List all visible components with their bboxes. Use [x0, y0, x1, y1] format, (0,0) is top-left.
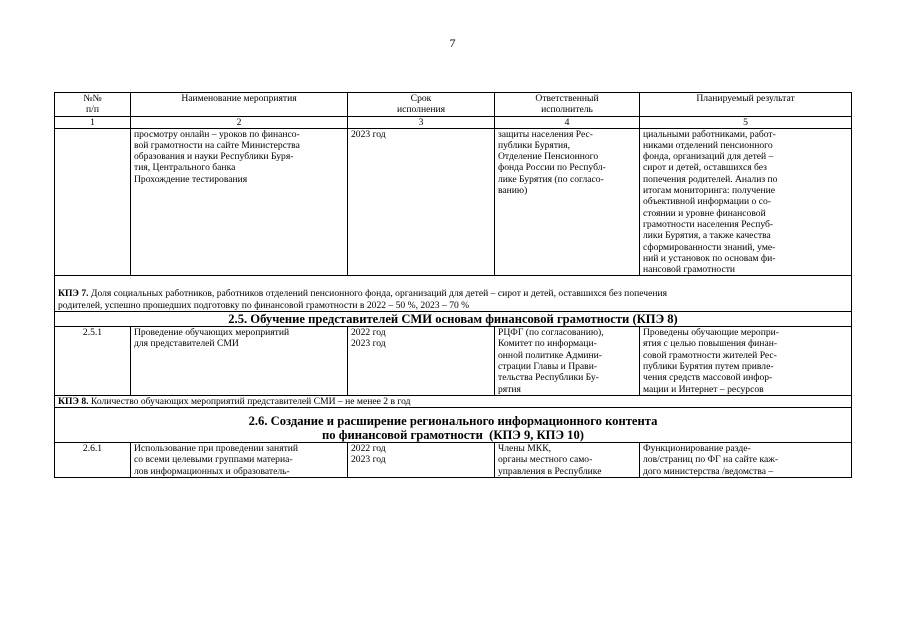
kpe-row	[55, 395, 852, 407]
column-number: 5	[640, 116, 852, 128]
table-row	[55, 128, 852, 276]
result-cell: Проведены обучающие меропри- ятия с целью повышения финан- совой грамотности жителей Рес- публики Бурятия путем привле- чения средств массовой инфор- мации и Интернет – ресурсов	[640, 327, 852, 396]
section-2-5-title: 2.5. Обучение представителей СМИ основам финансовой грамотности (КПЭ 8)	[55, 312, 852, 327]
table-header-row	[55, 93, 852, 117]
header-num-line1: №№	[83, 93, 102, 104]
executor-cell: Члены МКК, органы местного само- управления в Республике	[495, 443, 640, 478]
event-name-cell: Использование при проведении занятий со всеми целевыми группами материа- лов информационных и образователь-	[131, 443, 348, 478]
header-executor	[495, 93, 640, 117]
executor-cell: РЦФГ (по согласованию), Комитет по информаци- онной политике Админи- страции Главы и Прави- тельства Республики Бу- рятия	[495, 327, 640, 396]
row-num-cell	[55, 128, 131, 276]
header-term-line2: исполнения	[396, 104, 446, 116]
result-cell: циальными работниками, работ- никами отделений пенсионного фонда, организаций для детей – сирот и детей, оставшихся без попечения родителей. Анализ по итогам мониторинга: получение объективной информации о со- стоянии и уровне финансовой грамотности населения Респуб- лики Бурятия, а также качества сформированности знаний, уме- ний и установок по основам фи- нансовой грамотности	[640, 128, 852, 276]
kpe7-text-cont: родителей, успешно прошедших подготовку по финансовой грамотности в 2022 – 50 %, 2023 – 70 %	[58, 299, 470, 311]
event-name-cell: Проведение обучающих мероприятий для представителей СМИ	[131, 327, 348, 396]
column-number: 3	[348, 116, 495, 128]
row-num-cell: 2.5.1	[55, 327, 131, 396]
column-number: 1	[55, 116, 131, 128]
column-number: 2	[131, 116, 348, 128]
header-executor-line2: исполнитель	[541, 104, 593, 116]
section-row	[55, 408, 852, 443]
section-2-6-line1: 2.6. Создание и расширение регионального информационного контента	[248, 414, 658, 429]
section-2-6-line2: по финансовой грамотности (КПЭ 9, КПЭ 10)	[322, 428, 584, 443]
header-term-line1: Срок	[410, 93, 432, 104]
kpe7-label: КПЭ 7.	[58, 288, 89, 300]
table-row	[55, 327, 852, 396]
kpe7-text: Доля социальных работников, работников отделений пенсионного фонда, организаций для детей – сирот и детей, оставшихся без попечения	[88, 288, 668, 300]
kpe7-cell	[55, 276, 852, 312]
section-2-6-title	[55, 408, 852, 443]
term-cell: 2022 год 2023 год	[348, 443, 495, 478]
executor-cell: защиты населения Рес- публики Бурятия, Отделение Пенсионного фонда России по Республ- лике Бурятия (по согласо- ванию)	[495, 128, 640, 276]
kpe-row	[55, 276, 852, 312]
row-num-cell: 2.6.1	[55, 443, 131, 478]
kpe8-label: КПЭ 8.	[58, 395, 89, 407]
column-number-row	[55, 116, 852, 128]
kpe8-cell	[55, 395, 852, 407]
term-cell: 2022 год 2023 год	[348, 327, 495, 396]
header-num-line2: п/п	[86, 104, 99, 116]
section-row	[55, 312, 852, 327]
header-num	[55, 93, 131, 117]
header-executor-line1: Ответственный	[535, 93, 599, 104]
result-cell: Функционирование разде- лов/страниц по ФГ на сайте каж- дого министерства /ведомства –	[640, 443, 852, 478]
kpe8-text: Количество обучающих мероприятий представителей СМИ – не менее 2 в год	[88, 395, 411, 407]
header-result: Планируемый результат	[640, 93, 852, 117]
column-number: 4	[495, 116, 640, 128]
event-name-cell: просмотру онлайн – уроков по финансо- вой грамотности на сайте Министерства образования и науки Республики Буря- тия, Центрального банка Прохождение тестирования	[131, 128, 348, 276]
table-row	[55, 443, 852, 478]
page-number: 7	[449, 36, 456, 50]
events-table	[54, 92, 852, 478]
term-cell: 2023 год	[348, 128, 495, 276]
header-term	[348, 93, 495, 117]
header-name: Наименование мероприятия	[131, 93, 348, 117]
